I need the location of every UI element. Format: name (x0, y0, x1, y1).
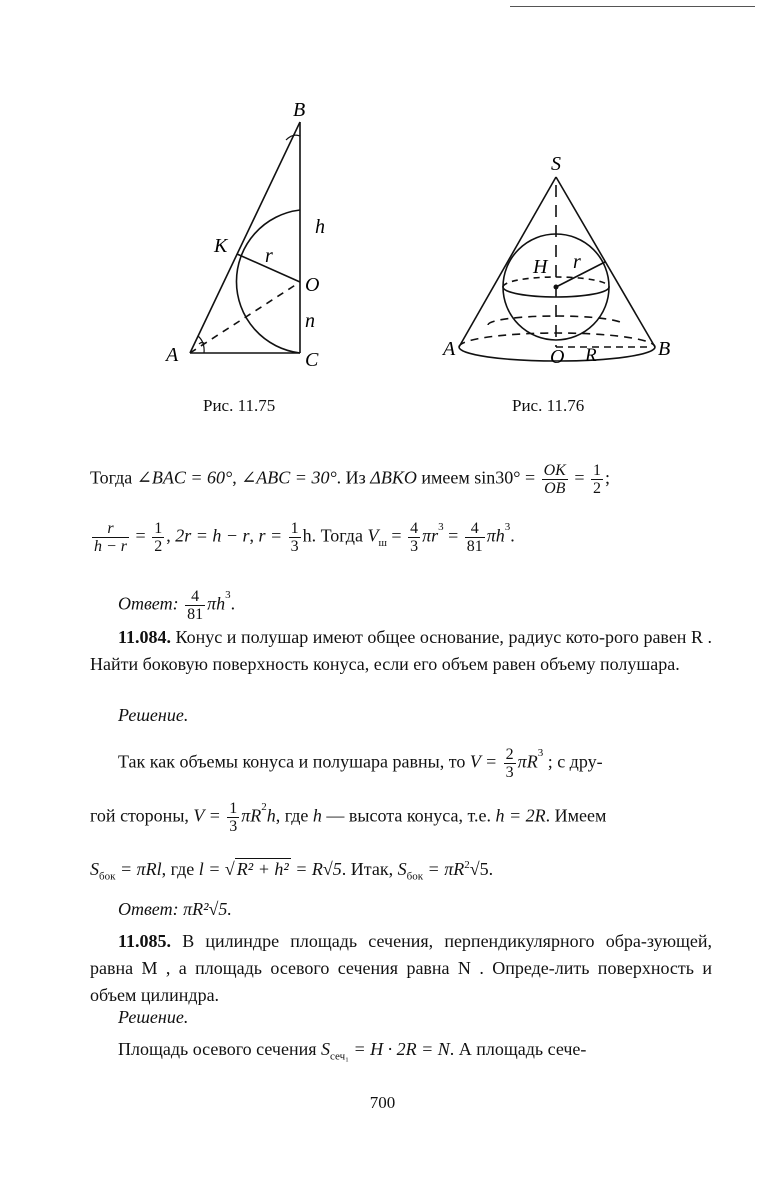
label-h: H (533, 256, 548, 278)
top-rule (510, 6, 755, 7)
problem-11-085: 11.085. В цилиндре площадь сечения, перпендикулярного обра-зующей, равна M , а площадь осевого сечения равна N . Опреде-лить поверхность и объем цилиндра. (90, 931, 713, 1005)
semicircle-arc (236, 210, 300, 353)
answer-2: Ответ: πR²√5. (118, 899, 232, 919)
answer-1: Ответ: $\frac{4}{81}$ $\pi h^3$. (118, 588, 236, 623)
caption-fig-11-76: Рис. 11.76 (512, 396, 585, 415)
page-number: 700 (369, 1093, 396, 1112)
figure-11-76 (440, 145, 680, 370)
tangent-circle (488, 316, 624, 325)
fraction-ok-ob: $\frac{OK}{OB}$ (543, 462, 566, 497)
label-b: B (293, 99, 306, 121)
solution-label-1: Решение. (118, 705, 189, 725)
label-o: O (305, 274, 320, 296)
label-r: r (573, 251, 581, 273)
formula-line-2: $\frac{r}{h - r}$ = $\frac{1}{2}$ , 2r = h − r, r = $\frac{1}{3}$ h. Тогда $V_ш$ = $\frac{4}{3}$ $\pi r^3$ = $\frac{4}{81}$ $\pi h^3$. (94, 520, 515, 555)
fraction-half: $\frac{1}{2}$ (593, 462, 601, 497)
label-k: K (214, 235, 228, 257)
label-s: S (551, 153, 561, 175)
problem-11-084: 11.084. Конус и полушар имеют общее основание, радиус кото-рого равен R . Найти боковую поверхность конуса, если его объем равен объему полушара. (90, 627, 713, 674)
generator-sb (556, 177, 655, 347)
figure-11-75 (160, 95, 360, 380)
solution-label-2: Решение. (118, 1007, 189, 1027)
label-o: O (550, 346, 565, 368)
formula-line-3: Так как объемы конуса и полушара равны, то V = $\frac{2}{3}$ $\pi R^3$ ; с дру- (118, 746, 603, 781)
formula-line-5: $S_{бок} = \pi Rl$, где l = √ R² + h² = R√5. Итак, $S_{бок} = \pi R^2√5$. (90, 859, 494, 883)
label-c: C (305, 349, 319, 371)
label-a: A (166, 344, 179, 366)
label-n: n (305, 310, 315, 332)
label-b: B (658, 338, 671, 360)
angle-a-mark (198, 336, 204, 353)
caption-fig-11-75: Рис. 11.75 (203, 396, 276, 415)
label-r: r (265, 245, 273, 267)
label-r-big: R (585, 345, 597, 366)
label-h: h (315, 216, 325, 238)
formula-line-6: Площадь осевого сечения $S_{сеч_1} = H \cdot 2R = N$. А площадь сече- (118, 1039, 587, 1063)
label-a: A (443, 338, 456, 360)
formula-line-1: Тогда ∠BAC = 60°, ∠ABC = 30°. Из ΔBKO имеем sin30° = $\frac{OK}{OB}$ = $\frac{1}{2}$ ; (90, 462, 611, 497)
formula-line-4: гой стороны, V = $\frac{1}{3}$ $\pi R^2h$, где h — высота конуса, т.е. h = 2R. Имеем (90, 800, 607, 835)
